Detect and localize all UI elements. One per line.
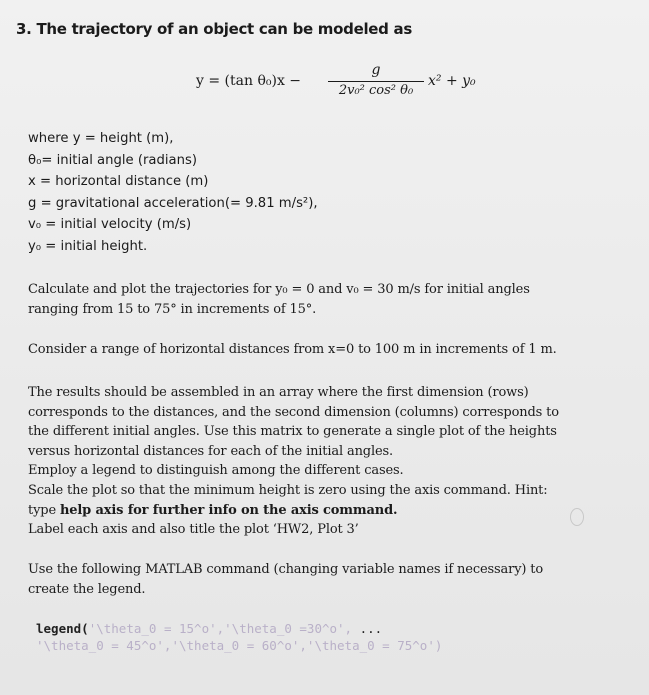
trajectory-equation — [196, 62, 536, 112]
text-line: ranging from 15 to 75° in increments of 15°. — [28, 301, 317, 317]
code-line-2 — [36, 637, 442, 654]
instructions-results — [28, 383, 638, 540]
code-line-1 — [36, 620, 442, 637]
code-function: legend( — [36, 621, 89, 636]
text-line: corresponds to the distances, and the second dimension (columns) corresponds to — [28, 404, 559, 420]
matlab-legend-code — [36, 620, 442, 654]
definition-line: where y = height (m), — [28, 131, 174, 146]
instructions-calculate — [28, 280, 530, 319]
text-line: Scale the plot so that the minimum height is zero using the axis command. Hint: — [28, 482, 548, 498]
hint-line — [28, 501, 638, 521]
definition-line: θ₀= initial angle (radians) — [28, 152, 197, 168]
text-line: Consider a range of horizontal distances from x=0 to 100 m in increments of 1 m. — [28, 342, 557, 357]
equation-lhs: y = (tan θ₀)x − — [196, 73, 302, 89]
definition-line: x = horizontal distance (m) — [28, 174, 209, 190]
pencil-mark — [570, 508, 584, 526]
text-line: create the legend. — [28, 581, 146, 597]
definition-line: y₀ = initial height. — [28, 238, 148, 254]
text-line: the different initial angles. Use this matrix to generate a single plot of the heights — [28, 424, 557, 440]
hint-prefix: type — [28, 502, 60, 518]
equation-numerator: g — [371, 62, 381, 78]
code-string: '\theta_0 = 45^o','\theta_0 = 60^o','\theta_0 = 75^o') — [36, 638, 443, 653]
text-line: Employ a legend to distinguish among the different cases. — [28, 463, 404, 479]
text-line: Label each axis and also title the plot ‘HW2, Plot 3’ — [28, 522, 359, 538]
text-line: versus horizontal distances for each of the initial angles. — [28, 443, 394, 459]
variable-definitions — [28, 128, 318, 258]
hint-bold-text: help axis for further info on the axis command. — [59, 502, 398, 518]
equation-fraction — [326, 62, 426, 98]
text-line: Calculate and plot the trajectories for y₀ = 0 and v₀ = 30 m/s for initial angles — [28, 282, 530, 297]
definition-line: g = gravitational acceleration(= 9.81 m/s²), — [28, 195, 318, 211]
fraction-bar — [328, 81, 424, 82]
question-title: 3. The trajectory of an object can be modeled as — [16, 20, 412, 38]
text-line: The results should be assembled in an array where the first dimension (rows) — [28, 385, 529, 400]
equation-rhs: x² + y₀ — [428, 73, 476, 89]
code-continuation: ... — [352, 621, 383, 636]
text-line: Use the following MATLAB command (changing variable names if necessary) to — [28, 562, 544, 577]
instructions-range — [28, 340, 557, 360]
instructions-legend — [28, 560, 543, 599]
code-string: '\theta_0 = 15^o','\theta_0 =30^o', — [88, 621, 353, 636]
definition-line: v₀ = initial velocity (m/s) — [28, 217, 192, 233]
equation-denominator: 2v₀² cos² θ₀ — [338, 83, 414, 98]
